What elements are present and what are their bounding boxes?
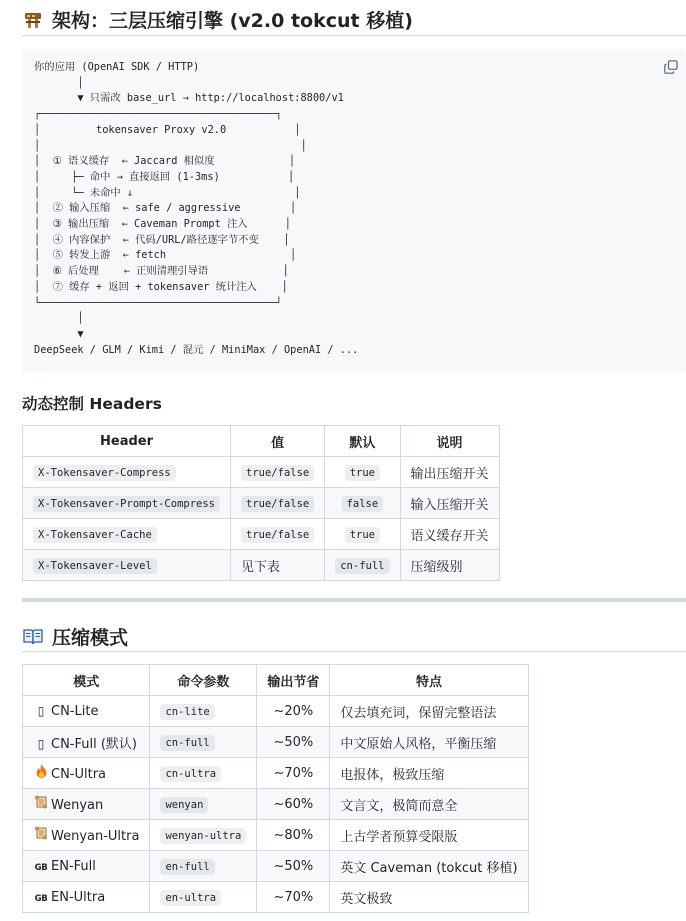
header-name-cell <box>23 457 231 488</box>
column-header: 命令参数 <box>150 665 257 696</box>
table-row <box>23 820 529 851</box>
heading-divider <box>22 35 686 36</box>
mode-cell <box>23 820 150 851</box>
mode-name: EN-Ultra <box>51 889 106 905</box>
header-name-cell <box>23 488 231 519</box>
value-code: true/false <box>241 527 314 543</box>
param-code: en-full <box>160 859 214 875</box>
saving-cell: ~70% <box>257 758 330 789</box>
table-row <box>23 851 529 882</box>
column-header: 输出节省 <box>257 665 330 696</box>
gb-flag-icon: GB <box>34 862 48 873</box>
table-row <box>23 882 529 913</box>
default-code: true <box>345 527 380 543</box>
modes-title: 压缩模式 <box>52 627 129 649</box>
section-heading-architecture <box>22 6 413 33</box>
table-row <box>23 789 529 820</box>
open-book-icon <box>22 626 44 648</box>
modes-table <box>22 664 529 913</box>
gb-flag-icon: GB <box>34 893 48 904</box>
mode-name: CN-Full (默认) <box>51 736 137 752</box>
param-cell <box>150 727 257 758</box>
header-name-code: X-Tokensaver-Compress <box>33 465 176 481</box>
param-cell <box>150 882 257 913</box>
param-code: wenyan <box>160 797 208 813</box>
default-cell <box>325 519 400 550</box>
default-cell <box>325 550 400 581</box>
mode-cell <box>23 758 150 789</box>
copy-icon[interactable] <box>664 59 678 73</box>
description-cell: 输入压缩开关 <box>400 488 499 519</box>
table-row <box>23 550 500 581</box>
feature-cell: 英文极致 <box>330 882 528 913</box>
mode-cell <box>23 696 150 727</box>
param-cell <box>150 820 257 851</box>
mode-name: CN-Lite <box>51 703 99 719</box>
value-cell: 见下表 <box>231 550 325 581</box>
param-cell <box>150 758 257 789</box>
table-row <box>23 457 500 488</box>
table-row <box>23 488 500 519</box>
param-code: cn-lite <box>160 704 214 720</box>
building-construction-icon <box>22 9 44 31</box>
missing-glyph-icon: ▯ <box>37 736 45 751</box>
description-cell: 语义缓存开关 <box>400 519 499 550</box>
mode-name: Wenyan <box>51 798 104 813</box>
saving-cell: ~80% <box>257 820 330 851</box>
table-row <box>23 727 529 758</box>
fire-icon <box>33 764 49 781</box>
param-cell <box>150 789 257 820</box>
scroll-icon <box>33 795 49 812</box>
section-divider <box>22 598 686 602</box>
mode-name: CN-Ultra <box>51 767 107 782</box>
param-code: cn-ultra <box>160 766 221 782</box>
param-code: en-ultra <box>160 890 221 906</box>
table-row <box>23 519 500 550</box>
default-code: true <box>345 465 380 481</box>
mode-cell <box>23 727 150 758</box>
saving-cell: ~70% <box>257 882 330 913</box>
param-cell <box>150 851 257 882</box>
feature-cell: 文言文，极简而意全 <box>330 789 528 820</box>
missing-glyph-icon: ▯ <box>37 703 45 718</box>
feature-cell: 仅去填充词，保留完整语法 <box>330 696 528 727</box>
header-name-cell <box>23 550 231 581</box>
param-code: cn-full <box>160 735 214 751</box>
column-header: 模式 <box>23 665 150 696</box>
param-code: wenyan-ultra <box>160 828 246 844</box>
mode-name: Wenyan-Ultra <box>51 829 140 844</box>
saving-cell: ~20% <box>257 696 330 727</box>
scroll-icon <box>33 826 49 843</box>
mode-name: EN-Full <box>51 858 96 874</box>
column-header: 值 <box>231 426 325 457</box>
description-cell: 压缩级别 <box>400 550 499 581</box>
section-heading-modes <box>22 623 128 650</box>
default-code: cn-full <box>335 558 389 574</box>
saving-cell: ~50% <box>257 851 330 882</box>
headers-table <box>22 425 500 581</box>
default-code: false <box>342 496 384 512</box>
feature-cell: 英文 Caveman (tokcut 移植) <box>330 851 528 882</box>
value-cell <box>231 488 325 519</box>
param-cell <box>150 696 257 727</box>
section-heading-headers: 动态控制 Headers <box>22 395 162 413</box>
description-cell: 输出压缩开关 <box>400 457 499 488</box>
feature-cell: 上古学者预算受限版 <box>330 820 528 851</box>
mode-cell <box>23 789 150 820</box>
table-row <box>23 696 529 727</box>
saving-cell: ~60% <box>257 789 330 820</box>
mode-cell <box>23 851 150 882</box>
mode-cell <box>23 882 150 913</box>
header-name-code: X-Tokensaver-Level <box>33 558 157 574</box>
table-row <box>23 758 529 789</box>
architecture-code-block <box>22 49 686 373</box>
page-title: 架构：三层压缩引擎 (v2.0 tokcut 移植) <box>52 10 413 32</box>
header-name-cell <box>23 519 231 550</box>
header-name-code: X-Tokensaver-Cache <box>33 527 157 543</box>
heading-divider <box>22 651 686 652</box>
default-cell <box>325 488 400 519</box>
column-header: 说明 <box>400 426 499 457</box>
feature-cell: 中文原始人风格，平衡压缩 <box>330 727 528 758</box>
default-cell <box>325 457 400 488</box>
saving-cell: ~50% <box>257 727 330 758</box>
table-header-row <box>23 665 529 696</box>
header-name-code: X-Tokensaver-Prompt-Compress <box>33 496 220 512</box>
value-code: true/false <box>241 465 314 481</box>
feature-cell: 电报体，极致压缩 <box>330 758 528 789</box>
column-header: Header <box>23 426 231 457</box>
architecture-diagram-text: 你的应用 (OpenAI SDK / HTTP) │ ▼ 只需改 base_url → http://localhost:8800/v1 ┌──────────────────────────────────────┐ │ tokensaver Proxy v2.0 │ │ │ │ ① 语义缓存 ← Jaccard 相似度 │ │ ├─ 命中 → 直接返回 (1-3ms) │ │ └─ 未命中 ↓ │ │ ② 输入压缩 ← safe / aggressive │ │ ③ 输出压缩 ← Caveman Prompt 注入 │ │ ④ 内容保护 ← 代码/URL/路径逐字节不变 │ │ ⑤ 转发上游 ← fetch │ │ ⑥ 后处理 ← 正则清理引导语 │ │ ⑦ 缓存 + 返回 + tokensaver 统计注入 │ └──────────────────────────────────────┘ │ ▼ DeepSeek / GLM / Kimi / 混元 / MiniMax / OpenAI / ... <box>34 61 359 356</box>
value-code: true/false <box>241 496 314 512</box>
column-header: 特点 <box>330 665 528 696</box>
value-cell <box>231 519 325 550</box>
table-header-row <box>23 426 500 457</box>
value-cell <box>231 457 325 488</box>
column-header: 默认 <box>325 426 400 457</box>
